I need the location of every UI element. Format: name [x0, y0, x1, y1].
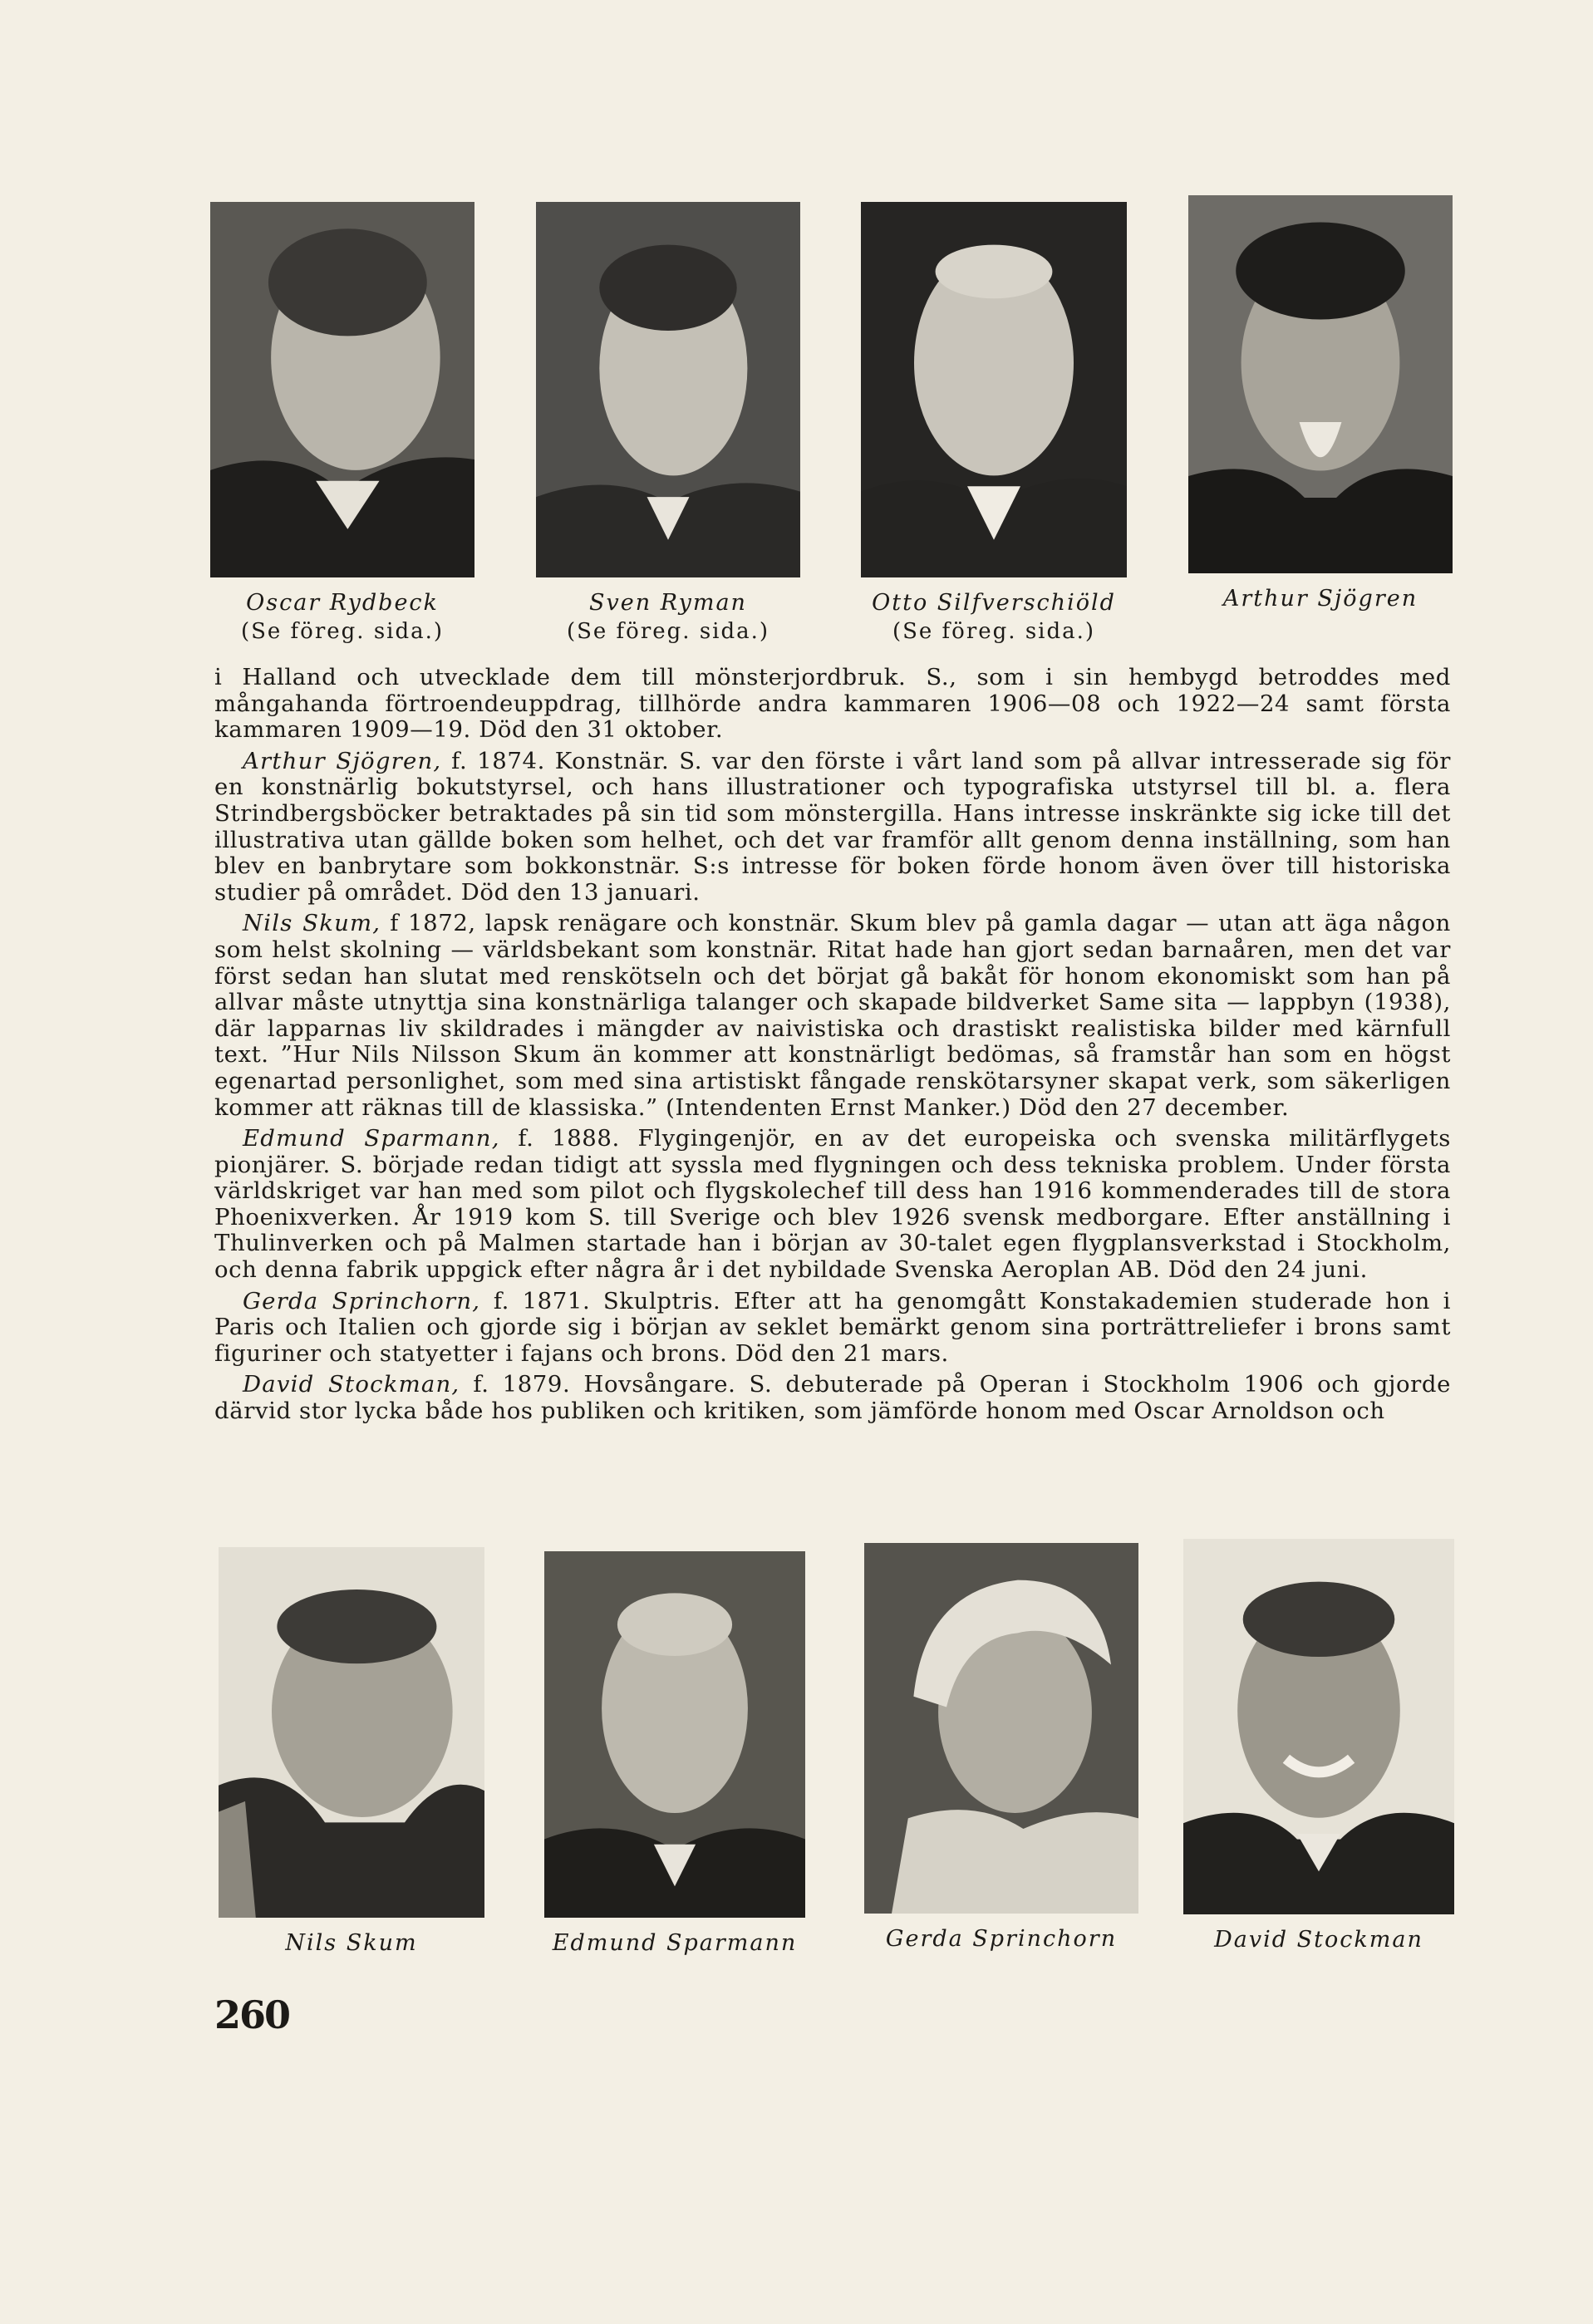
portrait-gerda-sprinchorn: [864, 1543, 1138, 1953]
portrait-david-stockman: [1183, 1539, 1454, 1954]
photo-david-stockman: [1183, 1539, 1454, 1914]
paragraph-halland: [214, 665, 1451, 744]
photo-nils-skum: [219, 1547, 484, 1918]
portrait-oscar-rydbeck: [210, 202, 474, 646]
paragraph-arthur-sjogren: [214, 749, 1451, 907]
caption-name: Arthur Sjögren: [1222, 586, 1418, 612]
photo-edmund-sparmann: [544, 1551, 805, 1918]
paragraph-edmund-sparmann: [214, 1126, 1451, 1284]
paragraph-text: f. 1888. Flygingenjör, en av det europeiska och svenska militärflygets pionjärer. S. började redan tidigt att syssla med flygningen och dess tekniska problem. Under första världskriget var han med som pilot och flygskolechef till dess han 1916 kommenderades till de stora Phoenixverken. År 1919 kom S. till Sverige och blev 1926 svensk medborgare. Efter anställning i Thulinverken och på Malmen startade han i början av 30-talet egen flygplansverkstad i Stockholm, och denna fabrik uppgick efter några år i det nybildade Svenska Aeroplan AB. Död den 24 juni.: [214, 1125, 1451, 1284]
caption-name: Edmund Sparmann: [552, 1930, 798, 1956]
photo-otto-silfverschiold: [861, 202, 1127, 577]
paragraph-text: i Halland och utvecklade dem till mönsterjordbruk. S., som i sin hembygd betroddes med mångahanda förtroendeuppdrag, tillhörde andra kammaren 1906—08 och 1922—24 samt första kammaren 1909—19. Död den 31 oktober.: [214, 664, 1451, 744]
page-number: 260: [214, 1992, 290, 2037]
entry-name: Arthur Sjögren,: [243, 747, 442, 774]
paragraph-david-stockman: [214, 1372, 1451, 1424]
paragraph-text: f. 1879. Hovsångare. S. debuterade på Operan i Stockholm 1906 och gjorde därvid stor lycka både hos publiken och kritiken, som jämförde honom med Oscar Arnoldson och: [214, 1371, 1452, 1425]
paragraph-text: f. 1874. Konstnär. S. var den förste i vårt land som på allvar intresserade sig för en konstnärlig bokutstyrsel, och hans illustrationer och typografiska utstyrsel till bl. a. flera Strindbergsböcker betraktades på sin tid som mönstergilla. Hans intresse inskränkte sig icke till det illustrativa utan gällde boken som helhet, och det var framför allt genom denna inställning, som han blev en banbrytare som bokkonstnär. S:s intresse för boken förde honom även över till historiska studier på området. Död den 13 januari.: [214, 747, 1452, 906]
entry-name: Edmund Sparmann,: [243, 1125, 500, 1152]
paragraph-nils-skum: [214, 911, 1451, 1121]
paragraph-gerda-sprinchorn: [214, 1289, 1451, 1368]
caption-note: (Se föreg. sida.): [566, 619, 770, 644]
portrait-otto-silfverschiold: [861, 202, 1127, 646]
caption-name: Gerda Sprinchorn: [885, 1926, 1118, 1952]
photo-oscar-rydbeck: [210, 202, 474, 577]
caption-name: Otto Silfverschiöld: [872, 590, 1116, 616]
caption-note: (Se föreg. sida.): [240, 619, 445, 644]
caption-name: Nils Skum: [285, 1930, 418, 1956]
article-body: [214, 665, 1451, 1430]
caption-name: Oscar Rydbeck: [246, 590, 439, 616]
photo-arthur-sjogren: [1188, 195, 1453, 573]
photo-sven-ryman: [536, 202, 800, 577]
entry-name: Gerda Sprinchorn,: [243, 1287, 481, 1314]
entry-name: David Stockman,: [243, 1371, 460, 1398]
portrait-edmund-sparmann: [544, 1551, 805, 1958]
caption-name: David Stockman: [1214, 1927, 1423, 1953]
entry-name: Nils Skum,: [243, 910, 381, 937]
caption-note: (Se föreg. sida.): [892, 619, 1096, 644]
photo-gerda-sprinchorn: [864, 1543, 1138, 1914]
portrait-nils-skum: [219, 1547, 484, 1958]
caption-name: Sven Ryman: [589, 590, 747, 616]
portrait-sven-ryman: [536, 202, 800, 646]
paragraph-text: f. 1871. Skulptris. Efter att ha genomgått Konstakademien studerade hon i Paris och Italien och gjorde sig i början av seklet bemärkt genom sina porträttreliefer i brons samt figuriner och statyetter i fajans och brons. Död den 21 mars.: [214, 1287, 1451, 1367]
portrait-arthur-sjogren: [1188, 195, 1453, 613]
paragraph-text: f 1872, lapsk renägare och konstnär. Skum blev på gamla dagar — utan att äga någon som helst skolning — världsbekant som konstnär. Ritat hade han gjort sedan barnaåren, men det var först sedan han slutat med renskötseln och det börjat gå bakåt för honom ekonomiskt som han på allvar måste utnyttja sina konstnärliga talanger och skapade bildverket Same sita — lappbyn (1938), där lapparnas liv skildrades i mängder av naivistiska och drastiskt realistiska bilder med kärnfull text. ”Hur Nils Nilsson Skum än kommer att konstnärligt bedömas, så framstår han som en högst egenartad personlighet, som med sina artistiskt fångade renskötarsyner skapat verk, som säkerligen kommer att räknas till de klassiska.” (Intendenten Ernst Manker.) Död den 27 december.: [214, 910, 1451, 1121]
